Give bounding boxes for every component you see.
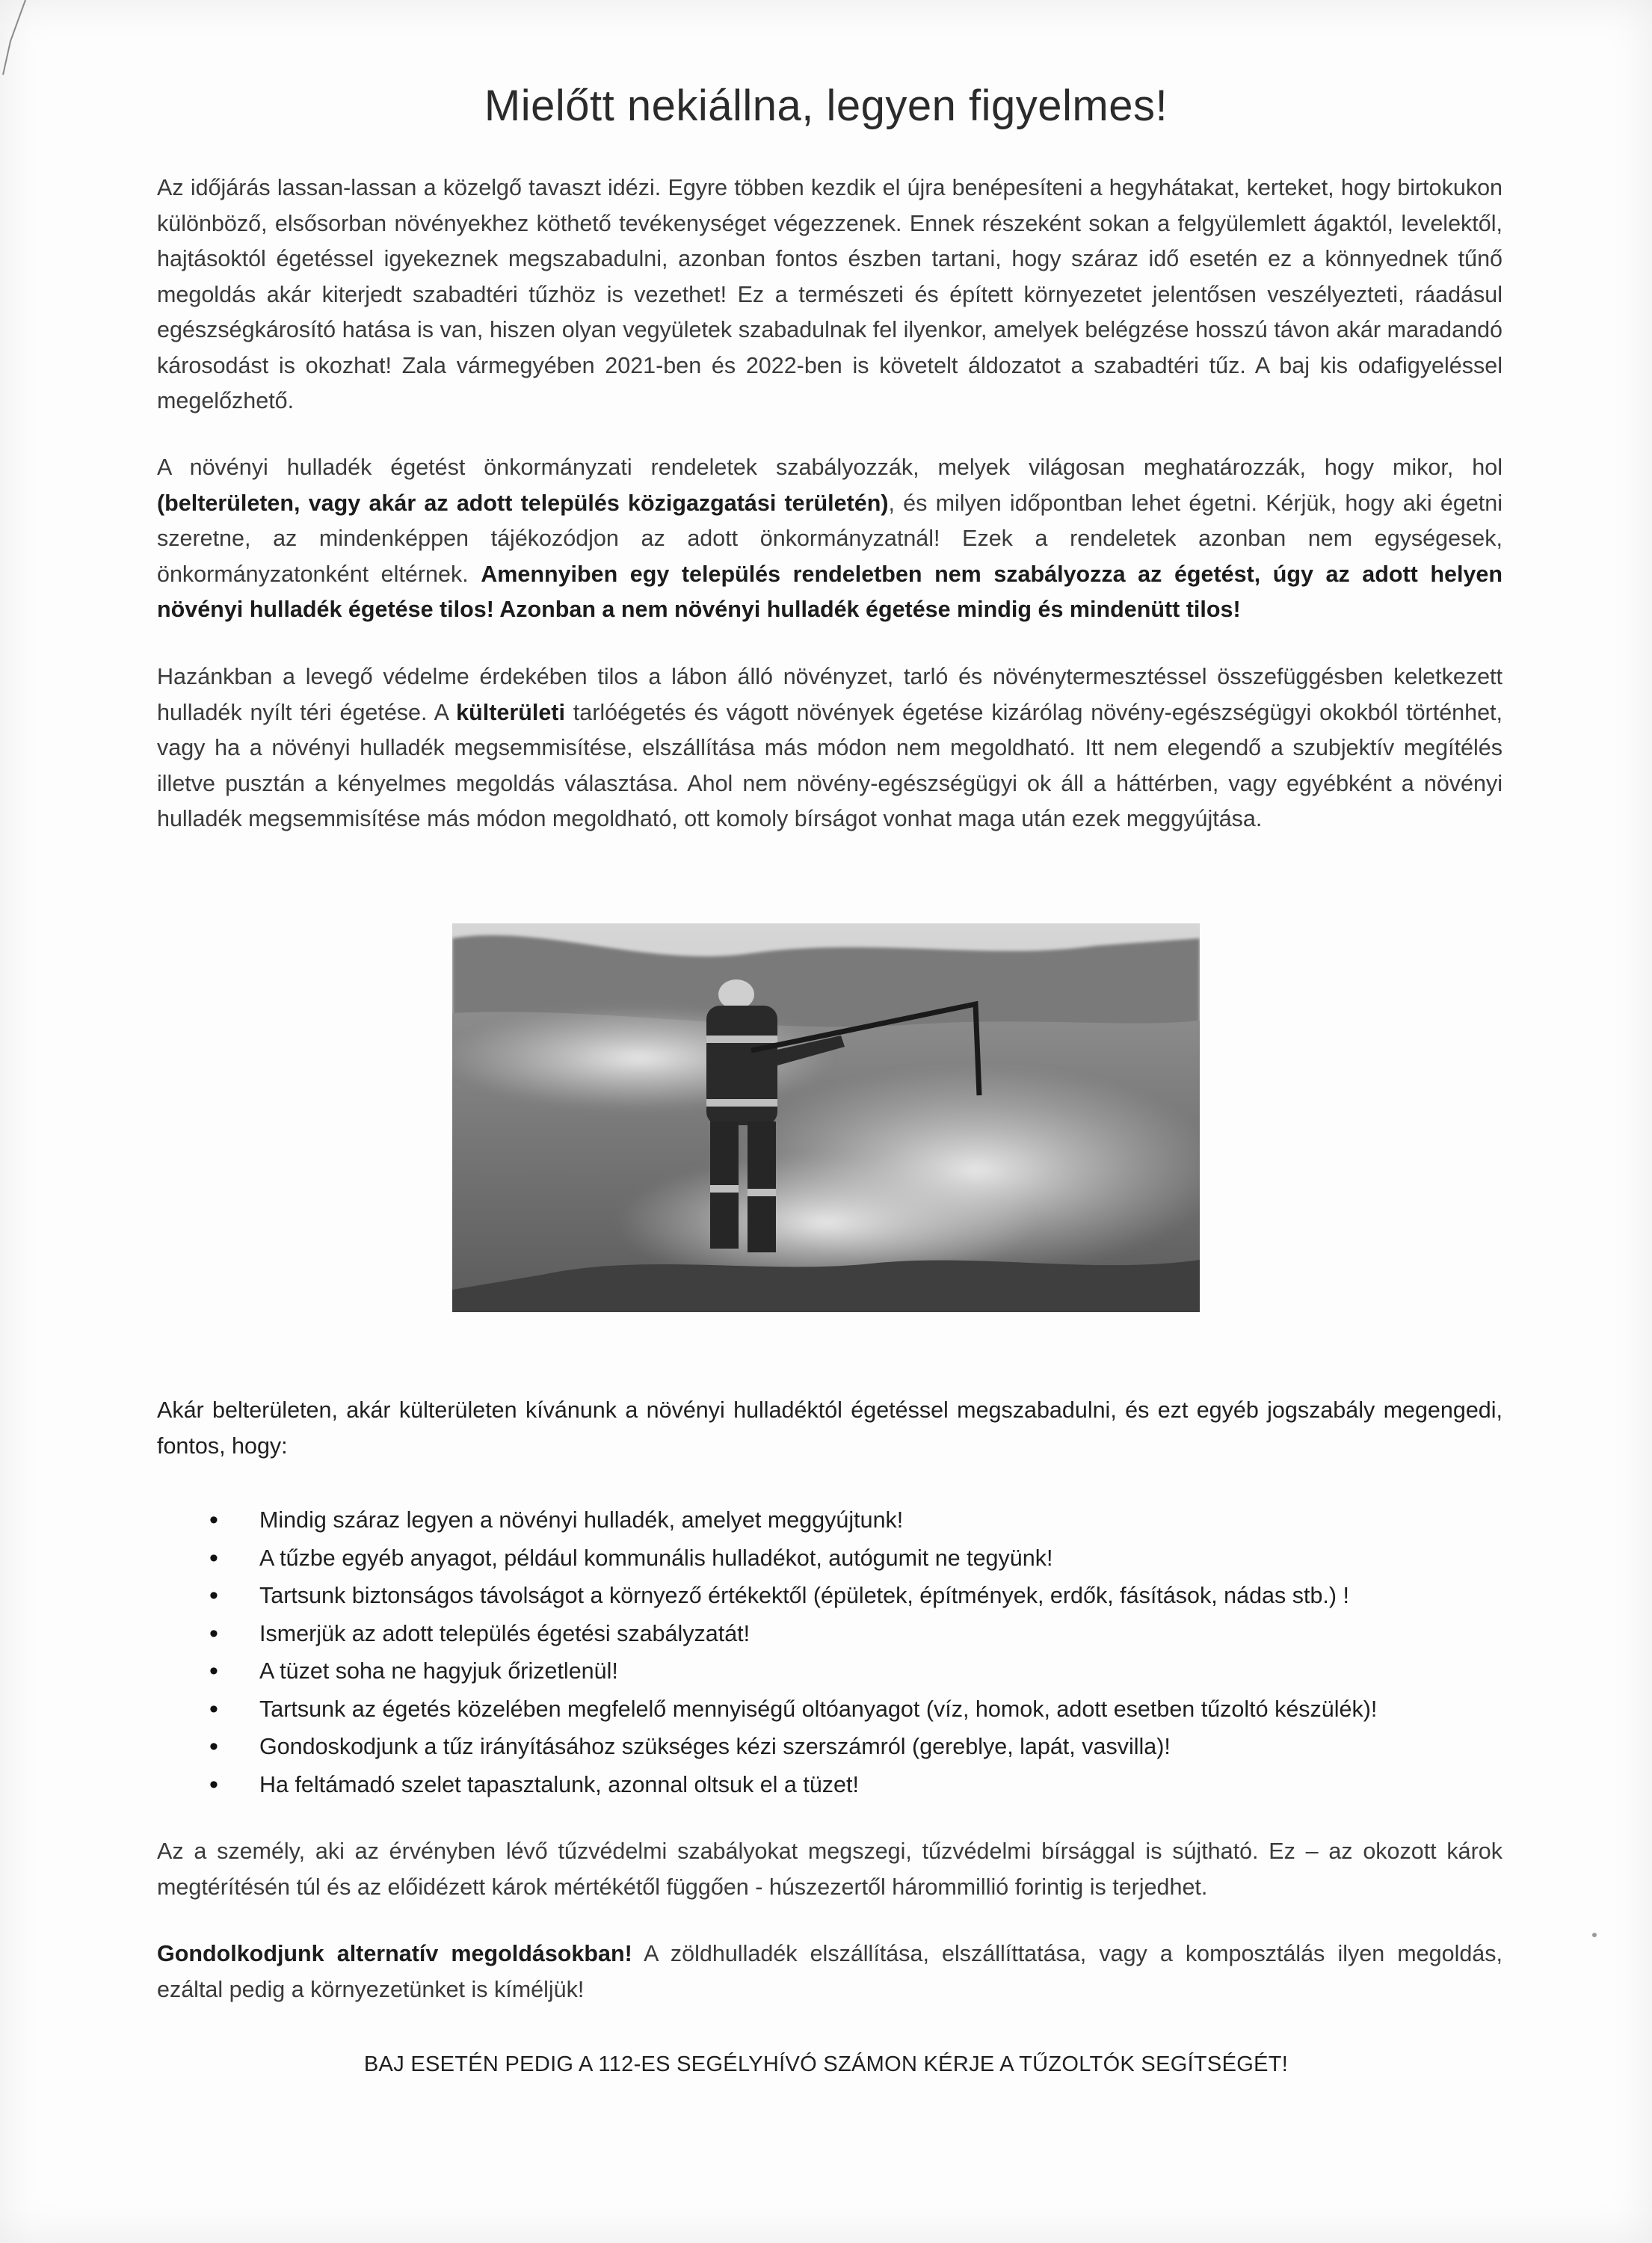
list-item: • Mindig száraz legyen a növényi hulladék, amelyet meggyújtunk! [202,1501,1517,1539]
safety-checklist [202,1501,1517,1803]
regulation-bold-2: Amennyiben egy település rendeletben nem szabályozza az égetést, úgy az adott helyen növényi hulladék égetése tilos! Azonban a nem növényi hulladék égetése mindig és mindenütt tilos! [157,561,1502,622]
alternatives-text: A zöldhulladék elszállítása, elszállíttatása, vagy a komposztálás ilyen megoldás, ezáltal pedig a környezetünket is kíméljük! [157,1941,1502,2002]
list-item: • Tartsunk biztonságos távolságot a környező értékektől (épületek, építmények, erdők, fásítások, nádas stb.) ! [202,1577,1517,1615]
list-item: • Ismerjük az adott település égetési szabályzatát! [202,1615,1517,1653]
law-text-1: Hazánkban a levegő védelme érdekében tilos a lábon álló növényzet, tarló és növénytermesztéssel összefüggésben keletkezett hulladék nyílt téri égetése. A [157,664,1502,725]
regulation-bold-1: (belterületen, vagy akár az adott település közigazgatási területén) [157,490,889,516]
emergency-call-notice: BAJ ESETÉN PEDIG A 112-ES SEGÉLYHÍVÓ SZÁMON KÉRJE A TŰZOLTÓK SEGÍTSÉGÉT! [363,2052,1289,2076]
scan-fold-mark [0,0,45,82]
regulation-text-1: A növényi hulladék égetést önkormányzati rendeletek szabályozzák, melyek világosan meghatározzák, hogy mikor, hol [157,455,1502,480]
list-item: • Ha feltámadó szelet tapasztalunk, azonnal oltsuk el a tüzet! [202,1766,1517,1804]
firefighter-photo [452,923,1200,1312]
page-title: Mielőtt nekiállna, legyen figyelmes! [484,81,1168,130]
checklist-intro: Akár belterületen, akár külterületen kívánunk a növényi hulladéktól égetéssel megszabadulni, és ezt egyéb jogszabály megengedi, fontos, hogy: [157,1397,1502,1459]
intro-paragraph: Az időjárás lassan-lassan a közelgő tavaszt idézi. Egyre többen kezdik el újra benépesíteni a hegyhátakat, kerteket, hogy birtokukon különböző, elsősorban növényekhez köthető tevékenységet végezzenek. Ennek részeként sokan a felgyülemlett ágaktól, levelektől, hajtásoktól égetéssel igyekeznek megszabadulni, azonban fontos észben tartani, hogy száraz idő esetén ez a könnyednek tűnő megoldás akár kiterjedt szabadtéri tűzhöz is vezethet! Ez a természeti és épített környezetet jelentősen veszélyezteti, ráadásul egészségkárosító hatása is van, hiszen olyan vegyületek szabadulnak fel ilyenkor, amelyek belégzése hosszú távon akár maradandó károsodást is okozhat! Zala vármegyében 2021-ben és 2022-ben is követelt áldozatot a szabadtéri tűz. A baj kis odafigyeléssel megelőzhető. [157,175,1502,413]
list-item: • Tartsunk az égetés közelében megfelelő mennyiségű oltóanyagot (víz, homok, adott esetben tűzoltó készülék)! [202,1690,1517,1729]
list-item: • A tüzet soha ne hagyjuk őrizetlenül! [202,1652,1517,1690]
regulation-paragraph [157,450,1502,628]
scan-speck [1592,1933,1597,1937]
law-paragraph [157,659,1502,837]
fine-paragraph: Az a személy, aki az érvényben lévő tűzvédelmi szabályokat megszegi, tűzvédelmi bírsággal is sújtható. Ez – az okozott károk megtérítésén túl és az előidézett károk mértékétől függően - húszezertől hárommillió forintig is terjedhet. [157,1839,1502,1900]
alternatives-bold: Gondolkodjunk alternatív megoldásokban! [157,1941,632,1966]
law-text-2: tarlóégetés és vágott növények égetése kizárólag növény-egészségügyi okokból történhet, vagy ha a növényi hulladék megsemmisítése, elszállítása más módon nem megoldható. Itt nem elegendő a szubjektív megítélés illetve pusztán a kényelmes megoldás választása. Ahol nem növény-egészségügyi ok áll a háttérben, vagy egyébként a növényi hulladék megsemmisítése más módon megoldható, ott komoly bírságot vonhat maga után ezek meggyújtása. [157,699,1502,831]
alternatives-paragraph [157,1936,1502,2007]
list-item: • A tűzbe egyéb anyagot, például kommunális hulladékot, autógumit ne tegyünk! [202,1539,1517,1578]
law-bold: külterületi [456,699,565,725]
regulation-text-2: , és milyen időpontban lehet égetni. Kérjük, hogy aki égetni szeretne, az mindenképpen tájékozódjon az adott önkormányzatnál! Ezek a rendeletek azonban nem egységesek, önkormányzatonként eltérnek. [157,490,1502,587]
list-item: • Gondoskodjunk a tűz irányításához szükséges kézi szerszámról (gereblye, lapát, vasvilla)! [202,1728,1517,1766]
